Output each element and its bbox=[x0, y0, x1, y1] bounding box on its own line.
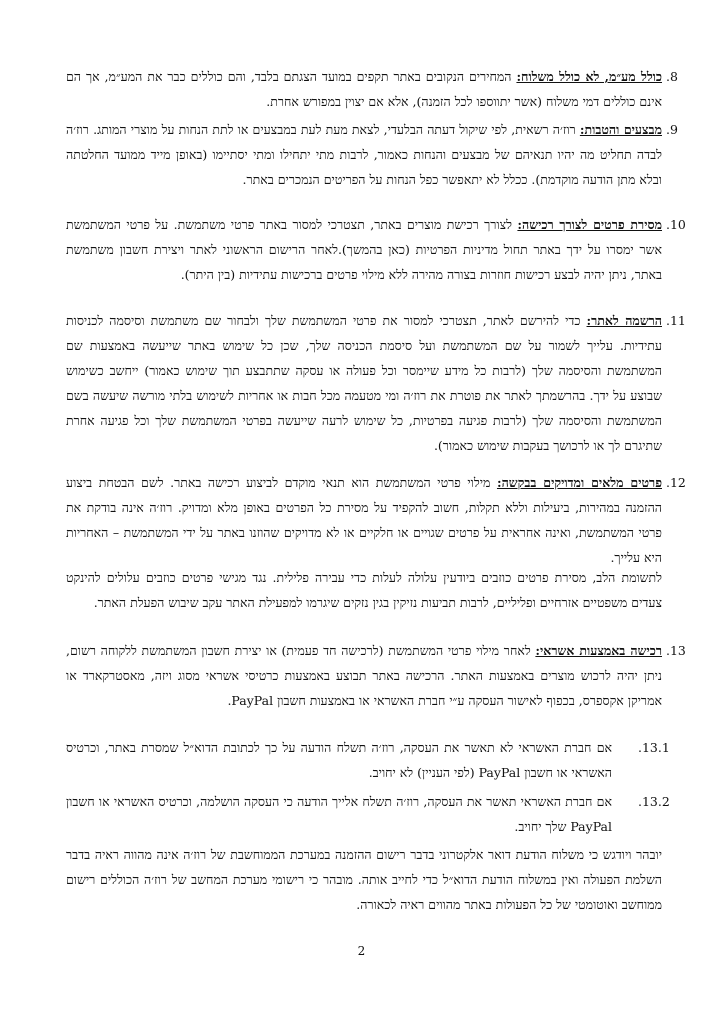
clause-text: רוז׳ה רשאית, לפי שיקול דעתה הבלעדי, לצאת מעת לעת במבצעים או לתת הנחות על מוצרי המותג. רוז׳ה לבדה תחליט מה יהיו תנאיהם של מבצעים והנחות כאמור, לרבות מתי יתחילו ומתי יסתיימו (באופן מייד ממועד החלטתה ובלא מתן הודעה מוקדמת). ככלל לא יתאפשר כפל הנחות על הפריטים הנמכרים באתר. bbox=[66, 122, 662, 187]
clause-10 bbox=[66, 212, 686, 287]
clause-title: מסירת פרטים לצורך רכישה: bbox=[517, 217, 662, 232]
subclause-text: אם חברת האשראי תאשר את העסקה, רוז׳ה תשלח אלייך הודעה כי העסקה הושלמה, וכרטיס האשראי או חשבון PayPal שלך יחויב. bbox=[66, 794, 612, 834]
clause-text: כדי להירשם לאתר, תצטרכי למסור את פרטי המשתמשת שלך ולבחור שם משתמשת וסיסמה לכניסות עתידיות. עלייך לשמור על שם המשתמשת ועל סיסמת הכניסה שלך, שכן כל שימוש באתר שייעשה באמצעות שם המשתמשת והסיסמה שלך (לרבות כל מידע שיימסר וכל פעולה או עסקה שתתבצע תוך שימוש כאמור) ייחשב כשימוש שבוצע על ידך. בהרשמתך לאתר את פוטרת את רוז׳ה ומי מטעמה מכל חבות או אחריות לשימוש בלתי מורשה שיעשה בשם המשתמשת והסיסמה שלך (לרבות פגיעה בפרטיות, כל שימוש לרעה שייעשה בפרטי המשתמשת שלך וכל פגיעה אחרת שתיגרם לך או לרכושך בעקבות שימוש כאמור). bbox=[66, 313, 662, 453]
subclause-13-1 bbox=[66, 735, 670, 785]
clause-8 bbox=[66, 64, 678, 114]
subclause-text: אם חברת האשראי לא תאשר את העסקה, רוז׳ה תשלח הודעה על כך לכתובת הדוא״ל שמסרת באתר, וכרטיס האשראי או חשבון PayPal (לפי העניין) לא יחויב. bbox=[66, 740, 612, 780]
false-details-notice: לתשומת הלב, מסירת פרטים כוזבים ביודעין עלולה לעלות כדי עבירה פלילית. נגד מגישי פרטים כוזבים עלולים להינקט צעדים משפטיים אזרחיים ופליליים, לרבות תביעות נזיקין בגין נזקים שיגרמו למפעילת האתר עקב שיבוש הפעלת האתר. bbox=[66, 570, 662, 610]
clause-11 bbox=[66, 308, 686, 458]
clause-title: רכישה באמצעות אשראי: bbox=[535, 643, 662, 658]
page-number: 2 bbox=[357, 944, 366, 958]
clause-13 bbox=[66, 638, 686, 713]
clause-number: .10 bbox=[666, 217, 686, 232]
clause-12 bbox=[66, 470, 686, 570]
subclause-13-2 bbox=[66, 789, 670, 839]
clause-title: כולל מע״מ, לא כולל משלוח: bbox=[516, 69, 662, 84]
clause-title: מבצעים והטבות: bbox=[579, 122, 662, 137]
subclause-number: .13.1 bbox=[638, 740, 670, 755]
closing-paragraph: יובהר ויודגש כי משלוח הודעת דואר אלקטרוני בדבר רישום ההזמנה במערכת הממוחשבת של רוז׳ה אינה מהווה ראיה בדבר השלמת הפעולה ואין במשלוח הודעת הדוא״ל כדי לחייב אותה. מובהר כי רישומי מערכת המחשב של רוז׳ה הכוללים רישום ממוחשב ואוטומטי של כל הפעולות באתר מהווים ראיה לכאורה. bbox=[66, 847, 662, 912]
clause-text: לצורך רכישת מוצרים באתר, תצטרכי למסור באתר פרטי משתמשת. על פרטי המשתמשת אשר ימסרו על ידך באתר תחול מדיניות הפרטיות (כאן בהמשך).לאחר הרישום הראשוני לאתר ויצירת חשבון משתמשת באתר, ניתן יהיה לבצע רכישות חוזרות בצורה מהירה ללא מילוי פרטים ברכישות עתידיות (בין היתר). bbox=[66, 217, 662, 282]
clause-number: .12 bbox=[666, 475, 686, 490]
clause-number: .11 bbox=[666, 313, 686, 328]
subclause-number: .13.2 bbox=[638, 794, 670, 809]
clause-number: .13 bbox=[666, 643, 686, 658]
clause-number: .8 bbox=[666, 69, 678, 84]
clause-number: .9 bbox=[666, 122, 678, 137]
clause-text: המחירים הנקובים באתר תקפים במועד הצגתם בלבד, והם כוללים כבר את המע״מ, אך הם אינם כוללים דמי משלוח (אשר יתווספו לכל הזמנה), אלא אם יצוין במפורש אחרת. bbox=[66, 69, 662, 109]
clause-text: לאחר מילוי פרטי המשתמשת (לרכישה חד פעמית) או יצירת חשבון המשתמשת ללקוחה רשום, ניתן יהיה לרכוש מוצרים באמצעות האתר. הרכישה באתר תבוצע באמצעות כרטיסי אשראי מסוג ויזה, מאסטרקארד או אמריקן אקספרס, בכפוף לאישור העסקה ע״י חברת האשראי או באמצעות חשבון PayPal. bbox=[66, 643, 662, 708]
clause-title: הרשמה לאתר: bbox=[586, 313, 662, 328]
clause-9 bbox=[66, 117, 678, 192]
clause-text: מילוי פרטי המשתמשת הוא תנאי מוקדם לביצוע רכישה באתר. לשם הבטחת ביצוע ההזמנה במהירות, ביעילות וללא תקלות, חשוב להקפיד על מסירת כל הפרטים באופן מלא ומדויק. רוז׳ה אינה בודקת את פרטי המשתמשת, ואינה אחראית על פרטים שגויים או חלקיים או לא מדויקים שהוזנו באתר על ידי המשתמשת – האחריות היא עלייך. bbox=[66, 475, 662, 565]
clause-title: פרטים מלאים ומדויקים בבקשה: bbox=[496, 475, 662, 490]
